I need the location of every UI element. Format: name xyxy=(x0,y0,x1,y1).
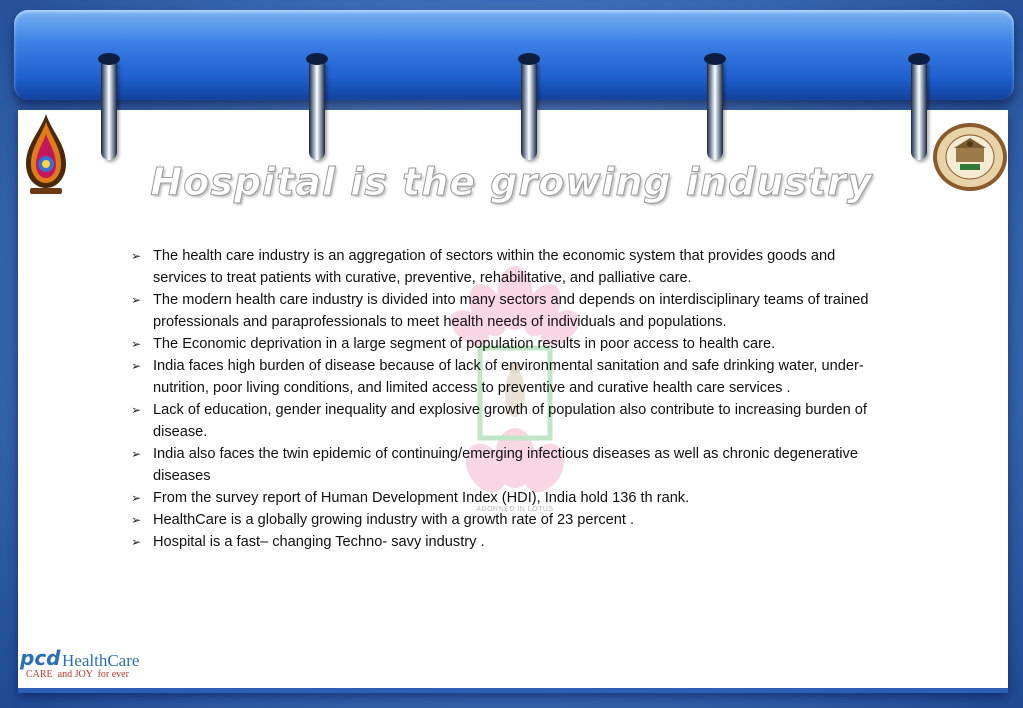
bullet-text: From the survey report of Human Development Index (HDI), India hold 136 th rank. xyxy=(153,490,690,506)
arrow-bullet-icon: ➢ xyxy=(131,491,142,505)
brand-pcd: pcd xyxy=(20,646,61,670)
binder-ring xyxy=(309,58,325,160)
watermark-caption: ADORNED IN LOTUS xyxy=(476,506,554,513)
list-item xyxy=(131,333,876,355)
arrow-bullet-icon: ➢ xyxy=(131,359,142,373)
list-item xyxy=(131,289,876,333)
list-item xyxy=(131,487,876,509)
bullet-text: Hospital is a fast– changing Techno- savy industry . xyxy=(153,534,485,550)
binder-ring xyxy=(101,58,117,160)
list-item xyxy=(131,509,876,531)
arrow-bullet-icon: ➢ xyxy=(131,403,142,417)
page-number: 17/78 xyxy=(922,668,953,682)
arrow-bullet-icon: ➢ xyxy=(131,447,142,461)
binder-ring xyxy=(521,58,537,160)
bullet-text: India faces high burden of disease because of lack of environmental sanitation and safe drinking water, under- nutrition, poor living conditions, and limited access to preventive and curative health care services . xyxy=(153,358,864,396)
bullet-text: India also faces the twin epidemic of continuing/emerging infectious diseases as well as chronic degenerative diseases xyxy=(153,446,858,484)
binder-ring xyxy=(707,58,723,160)
brand-name: HealthCare xyxy=(62,651,140,670)
arrow-bullet-icon: ➢ xyxy=(131,513,142,527)
header-bar xyxy=(14,10,1014,100)
list-item xyxy=(131,531,876,553)
bullet-text: The health care industry is an aggregation of sectors within the economic system that provides goods and services to treat patients with curative, preventive, rehabilitative, and palliative care. xyxy=(153,248,836,286)
list-item xyxy=(131,355,876,399)
bullet-text: The modern health care industry is divided into many sectors and depends on interdisciplinary teams of trained professionals and paraprofessionals to meet health needs of individuals and populations. xyxy=(153,292,869,330)
binder-ring xyxy=(911,58,927,160)
slide-title: Hospital is the growing industry xyxy=(150,160,873,204)
bullet-text: Lack of education, gender inequality and explosive growth of population also contribute to increasing burden of disease. xyxy=(153,402,867,440)
bullet-text: The Economic deprivation in a large segment of population results in poor access to health care. xyxy=(153,336,776,352)
list-item xyxy=(131,245,876,289)
bullet-list xyxy=(131,245,876,553)
arrow-bullet-icon: ➢ xyxy=(131,293,142,307)
arrow-bullet-icon: ➢ xyxy=(131,535,142,549)
arrow-bullet-icon: ➢ xyxy=(131,249,142,263)
list-item xyxy=(131,399,876,443)
brand-tagline: CARE and JOY for ever xyxy=(26,669,129,680)
bullet-text: HealthCare is a globally growing industry with a growth rate of 23 percent . xyxy=(153,512,635,528)
arrow-bullet-icon: ➢ xyxy=(131,337,142,351)
list-item xyxy=(131,443,876,487)
brand-logo xyxy=(20,644,160,682)
